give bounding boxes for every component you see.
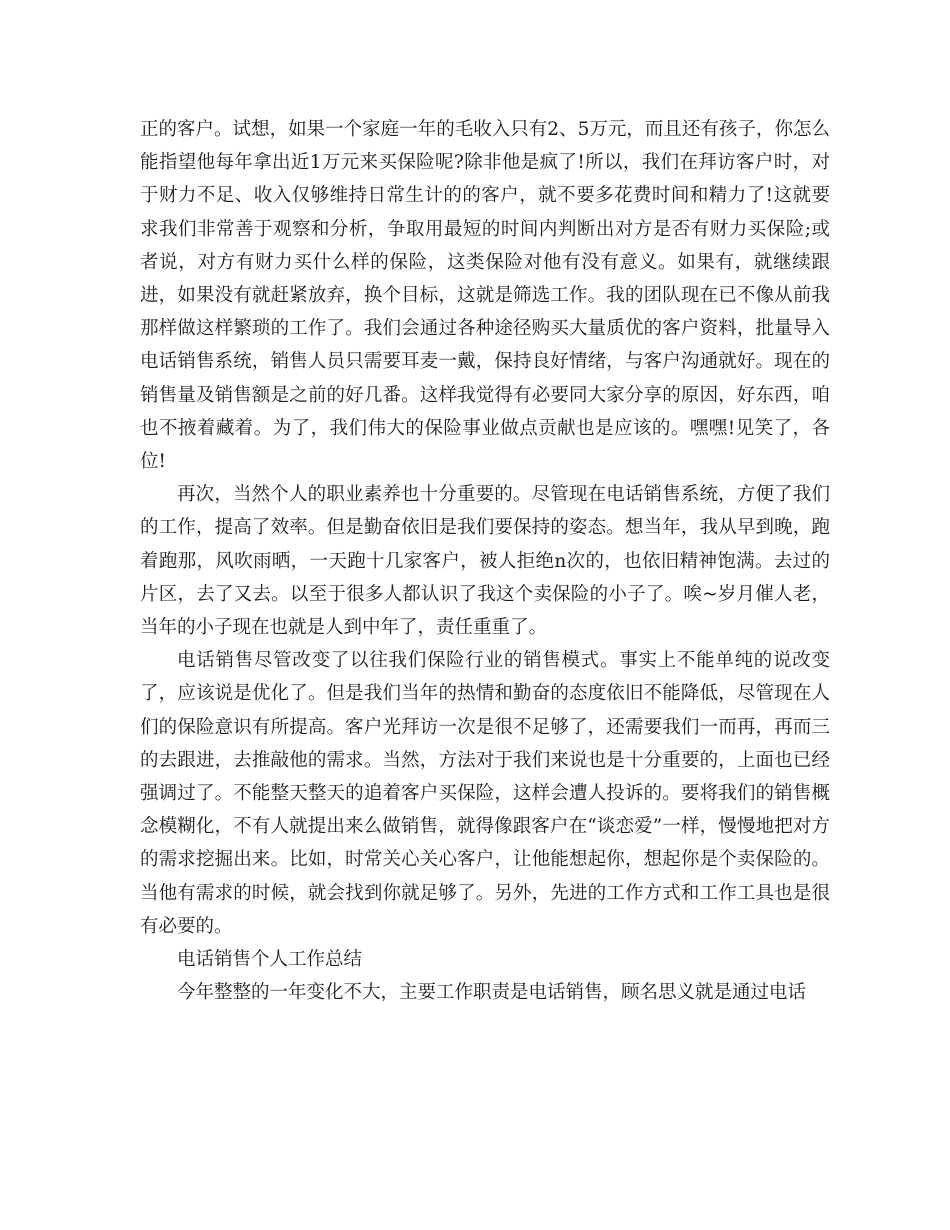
paragraph-4: 今年整整的一年变化不大，主要工作职责是电话销售，顾名思义就是通过电话 bbox=[177, 982, 807, 1004]
paragraph-3: 电话销售尽管改变了以往我们保险行业的销售模式。事实上不能单纯的说改变了，应该说是优化了。但是我们当年的热情和勤奋的态度依旧不能降低，尽管现在人们的保险意识有所提高。客户光拜访一次是很不足够了，还需要我们一而再，再而三的去跟进，去推敲他的需求。当然，方法对于我们来说也是十分重要的，上面也已经强调过了。不能整天整天的追着客户买保险，这样会遭人投诉的。要将我们的销售概念模糊化，不有人就提出来么做销售，就得像跟客户在“谈恋爱”一样，慢慢地把对方的需求挖掘出来。比如，时常关心关心客户，让他能想起你，想起你是个卖保险的。当他有需求的时候，就会找到你就足够了。另外，先进的工作方式和工作工具也是很有必要的。 bbox=[140, 650, 830, 937]
document-page bbox=[140, 113, 830, 1009]
paragraph-2: 再次，当然个人的职业素养也十分重要的。尽管现在电话销售系统，方便了我们的工作，提高了效率。但是勤奋依旧是我们要保持的姿态。想当年，我从早到晚，跑着跑那，风吹雨晒，一天跑十几家客户，被人拒绝n次的，也依旧精神饱满。去过的片区，去了又去。以至于很多人都认识了我这个卖保险的小子了。唉~岁月催人老，当年的小子现在也就是人到中年了，责任重重了。 bbox=[140, 484, 830, 639]
paragraph-1: 正的客户。试想，如果一个家庭一年的毛收入只有2、5万元，而且还有孩子，你怎么能指望他每年拿出近1万元来买保险呢?除非他是疯了!所以，我们在拜访客户时，对于财力不足、收入仅够维持日常生计的的客户，就不要多花费时间和精力了!这就要求我们非常善于观察和分析，争取用最短的时间内判断出对方是否有财力买保险;或者说，对方有财力买什么样的保险，这类保险对他有没有意义。如果有，就继续跟进，如果没有就赶紧放弃，换个目标，这就是筛选工作。我的团队现在已不像从前我那样做这样繁琐的工作了。我们会通过各种途径购买大量质优的客户资料，批量导入电话销售系统，销售人员只需要耳麦一戴，保持良好情绪，与客户沟通就好。现在的销售量及销售额是之前的好几番。这样我觉得有必要同大家分享的原因，好东西，咱也不掖着藏着。为了，我们伟大的保险事业做点贡献也是应该的。嘿嘿!见笑了，各位! bbox=[140, 119, 830, 473]
section-heading: 电话销售个人工作总结 bbox=[177, 949, 363, 971]
